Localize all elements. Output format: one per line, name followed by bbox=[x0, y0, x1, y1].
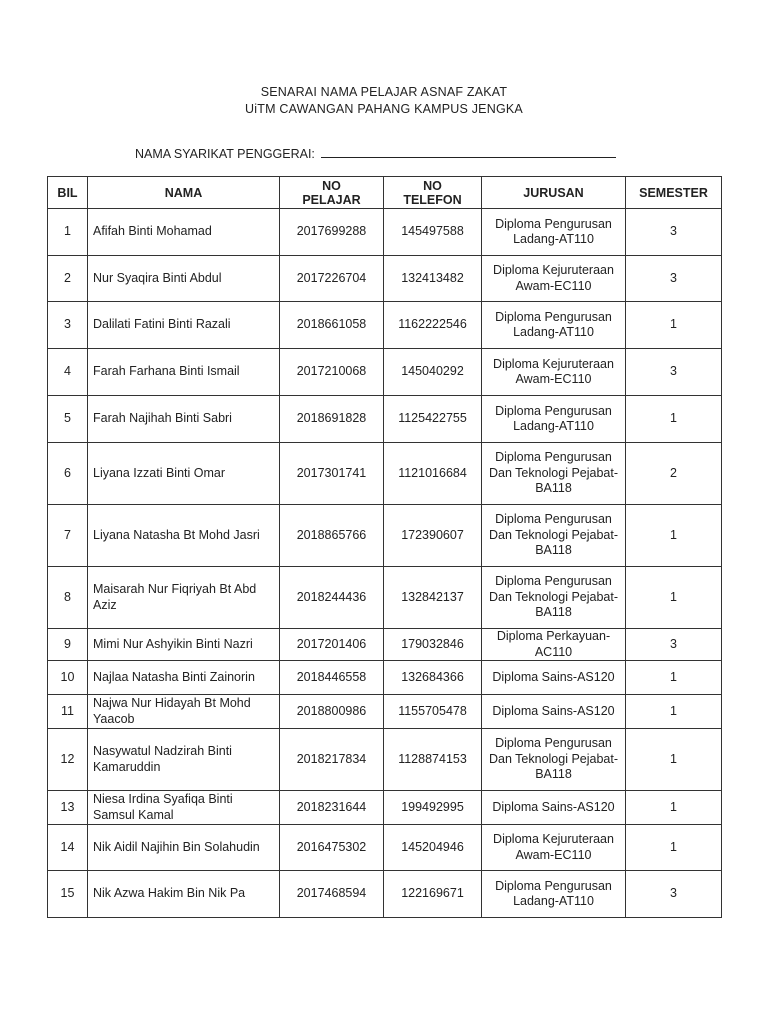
cell-no-pelajar: 2018800986 bbox=[280, 695, 384, 729]
table-row bbox=[48, 661, 722, 695]
cell-no-pelajar: 2018691828 bbox=[280, 396, 384, 443]
company-label: NAMA SYARIKAT PENGGERAI: bbox=[135, 147, 315, 161]
table-row bbox=[48, 871, 722, 918]
header-no-pelajar-line1: NO bbox=[322, 178, 341, 193]
cell-no-pelajar: 2018865766 bbox=[280, 505, 384, 567]
cell-nama: Najwa Nur Hidayah Bt Mohd Yaacob bbox=[88, 695, 280, 729]
cell-semester: 1 bbox=[626, 396, 722, 443]
table-body bbox=[48, 209, 722, 918]
student-table bbox=[47, 176, 722, 918]
cell-jurusan: Diploma Pengurusan Dan Teknologi Pejabat-BA118 bbox=[482, 567, 626, 629]
cell-no-pelajar: 2017699288 bbox=[280, 209, 384, 256]
cell-bil: 10 bbox=[48, 661, 88, 695]
cell-no-pelajar: 2018661058 bbox=[280, 302, 384, 349]
cell-nama: Farah Farhana Binti Ismail bbox=[88, 349, 280, 396]
cell-jurusan: Diploma Sains-AS120 bbox=[482, 791, 626, 825]
table-row bbox=[48, 791, 722, 825]
table-row bbox=[48, 729, 722, 791]
cell-bil: 1 bbox=[48, 209, 88, 256]
header-no-telefon bbox=[384, 177, 482, 209]
cell-jurusan: Diploma Sains-AS120 bbox=[482, 695, 626, 729]
cell-jurusan: Diploma Pengurusan Dan Teknologi Pejabat-BA118 bbox=[482, 443, 626, 505]
cell-jurusan: Diploma Pengurusan Ladang-AT110 bbox=[482, 209, 626, 256]
cell-jurusan: Diploma Pengurusan Ladang-AT110 bbox=[482, 302, 626, 349]
cell-semester: 3 bbox=[626, 349, 722, 396]
cell-bil: 8 bbox=[48, 567, 88, 629]
table-header-row bbox=[48, 177, 722, 209]
cell-no-pelajar: 2017301741 bbox=[280, 443, 384, 505]
cell-nama: Nik Azwa Hakim Bin Nik Pa bbox=[88, 871, 280, 918]
header-no-telefon-line1: NO bbox=[423, 178, 442, 193]
cell-nama: Liyana Izzati Binti Omar bbox=[88, 443, 280, 505]
document-subtitle: UiTM CAWANGAN PAHANG KAMPUS JENGKA bbox=[245, 102, 523, 116]
cell-semester: 1 bbox=[626, 505, 722, 567]
cell-bil: 7 bbox=[48, 505, 88, 567]
cell-semester: 3 bbox=[626, 629, 722, 661]
table-row bbox=[48, 349, 722, 396]
cell-jurusan: Diploma Kejuruteraan Awam-EC110 bbox=[482, 256, 626, 302]
table-row bbox=[48, 567, 722, 629]
cell-no-telefon: 132842137 bbox=[384, 567, 482, 629]
cell-nama: Maisarah Nur Fiqriyah Bt Abd Aziz bbox=[88, 567, 280, 629]
cell-nama: Nik Aidil Najihin Bin Solahudin bbox=[88, 825, 280, 871]
table-row bbox=[48, 302, 722, 349]
cell-no-pelajar: 2016475302 bbox=[280, 825, 384, 871]
cell-semester: 3 bbox=[626, 209, 722, 256]
cell-no-telefon: 179032846 bbox=[384, 629, 482, 661]
company-blank-line bbox=[321, 147, 616, 158]
company-field bbox=[135, 147, 616, 161]
header-no-pelajar-line2: PELAJAR bbox=[302, 192, 361, 207]
cell-semester: 1 bbox=[626, 695, 722, 729]
cell-semester: 1 bbox=[626, 302, 722, 349]
cell-semester: 2 bbox=[626, 443, 722, 505]
table-row bbox=[48, 396, 722, 443]
cell-bil: 4 bbox=[48, 349, 88, 396]
cell-no-telefon: 1121016684 bbox=[384, 443, 482, 505]
cell-nama: Nasywatul Nadzirah Binti Kamaruddin bbox=[88, 729, 280, 791]
cell-semester: 3 bbox=[626, 256, 722, 302]
cell-semester: 1 bbox=[626, 729, 722, 791]
cell-semester: 1 bbox=[626, 567, 722, 629]
cell-jurusan: Diploma Kejuruteraan Awam-EC110 bbox=[482, 349, 626, 396]
cell-bil: 11 bbox=[48, 695, 88, 729]
cell-no-telefon: 145040292 bbox=[384, 349, 482, 396]
cell-no-pelajar: 2018231644 bbox=[280, 791, 384, 825]
cell-jurusan: Diploma Sains-AS120 bbox=[482, 661, 626, 695]
table-row bbox=[48, 209, 722, 256]
cell-no-telefon: 1162222546 bbox=[384, 302, 482, 349]
cell-bil: 13 bbox=[48, 791, 88, 825]
cell-nama: Farah Najihah Binti Sabri bbox=[88, 396, 280, 443]
cell-jurusan: Diploma Pengurusan Ladang-AT110 bbox=[482, 871, 626, 918]
cell-no-pelajar: 2018217834 bbox=[280, 729, 384, 791]
cell-nama: Najlaa Natasha Binti Zainorin bbox=[88, 661, 280, 695]
header-no-pelajar bbox=[280, 177, 384, 209]
header-semester: SEMESTER bbox=[626, 177, 722, 209]
document-title: SENARAI NAMA PELAJAR ASNAF ZAKAT bbox=[260, 85, 508, 99]
table-row bbox=[48, 629, 722, 661]
cell-bil: 6 bbox=[48, 443, 88, 505]
cell-no-pelajar: 2018244436 bbox=[280, 567, 384, 629]
header-no-telefon-line2: TELEFON bbox=[403, 192, 462, 207]
cell-semester: 1 bbox=[626, 791, 722, 825]
table-row bbox=[48, 505, 722, 567]
cell-no-pelajar: 2017226704 bbox=[280, 256, 384, 302]
cell-no-telefon: 1128874153 bbox=[384, 729, 482, 791]
cell-jurusan: Diploma Pengurusan Ladang-AT110 bbox=[482, 396, 626, 443]
cell-nama: Liyana Natasha Bt Mohd Jasri bbox=[88, 505, 280, 567]
cell-no-telefon: 132413482 bbox=[384, 256, 482, 302]
cell-no-telefon: 145204946 bbox=[384, 825, 482, 871]
cell-no-telefon: 132684366 bbox=[384, 661, 482, 695]
cell-no-pelajar: 2018446558 bbox=[280, 661, 384, 695]
cell-bil: 3 bbox=[48, 302, 88, 349]
cell-no-telefon: 145497588 bbox=[384, 209, 482, 256]
header-nama: NAMA bbox=[88, 177, 280, 209]
cell-no-telefon: 199492995 bbox=[384, 791, 482, 825]
cell-jurusan: Diploma Kejuruteraan Awam-EC110 bbox=[482, 825, 626, 871]
cell-nama: Nur Syaqira Binti Abdul bbox=[88, 256, 280, 302]
header-jurusan: JURUSAN bbox=[482, 177, 626, 209]
table-row bbox=[48, 256, 722, 302]
cell-semester: 1 bbox=[626, 825, 722, 871]
cell-bil: 15 bbox=[48, 871, 88, 918]
header-bil: BIL bbox=[48, 177, 88, 209]
cell-bil: 12 bbox=[48, 729, 88, 791]
cell-no-pelajar: 2017201406 bbox=[280, 629, 384, 661]
cell-bil: 9 bbox=[48, 629, 88, 661]
cell-no-telefon: 1155705478 bbox=[384, 695, 482, 729]
cell-jurusan: Diploma Pengurusan Dan Teknologi Pejabat-BA118 bbox=[482, 505, 626, 567]
table-row bbox=[48, 443, 722, 505]
cell-nama: Afifah Binti Mohamad bbox=[88, 209, 280, 256]
cell-bil: 5 bbox=[48, 396, 88, 443]
cell-no-pelajar: 2017210068 bbox=[280, 349, 384, 396]
cell-nama: Niesa Irdina Syafiqa Binti Samsul Kamal bbox=[88, 791, 280, 825]
cell-bil: 2 bbox=[48, 256, 88, 302]
cell-bil: 14 bbox=[48, 825, 88, 871]
cell-jurusan: Diploma Pengurusan Dan Teknologi Pejabat-BA118 bbox=[482, 729, 626, 791]
cell-no-telefon: 172390607 bbox=[384, 505, 482, 567]
cell-nama: Mimi Nur Ashyikin Binti Nazri bbox=[88, 629, 280, 661]
cell-no-telefon: 1125422755 bbox=[384, 396, 482, 443]
table-row bbox=[48, 695, 722, 729]
cell-nama: Dalilati Fatini Binti Razali bbox=[88, 302, 280, 349]
cell-no-telefon: 122169671 bbox=[384, 871, 482, 918]
cell-semester: 3 bbox=[626, 871, 722, 918]
cell-semester: 1 bbox=[626, 661, 722, 695]
table-row bbox=[48, 825, 722, 871]
cell-jurusan: Diploma Perkayuan-AC110 bbox=[482, 629, 626, 661]
cell-no-pelajar: 2017468594 bbox=[280, 871, 384, 918]
